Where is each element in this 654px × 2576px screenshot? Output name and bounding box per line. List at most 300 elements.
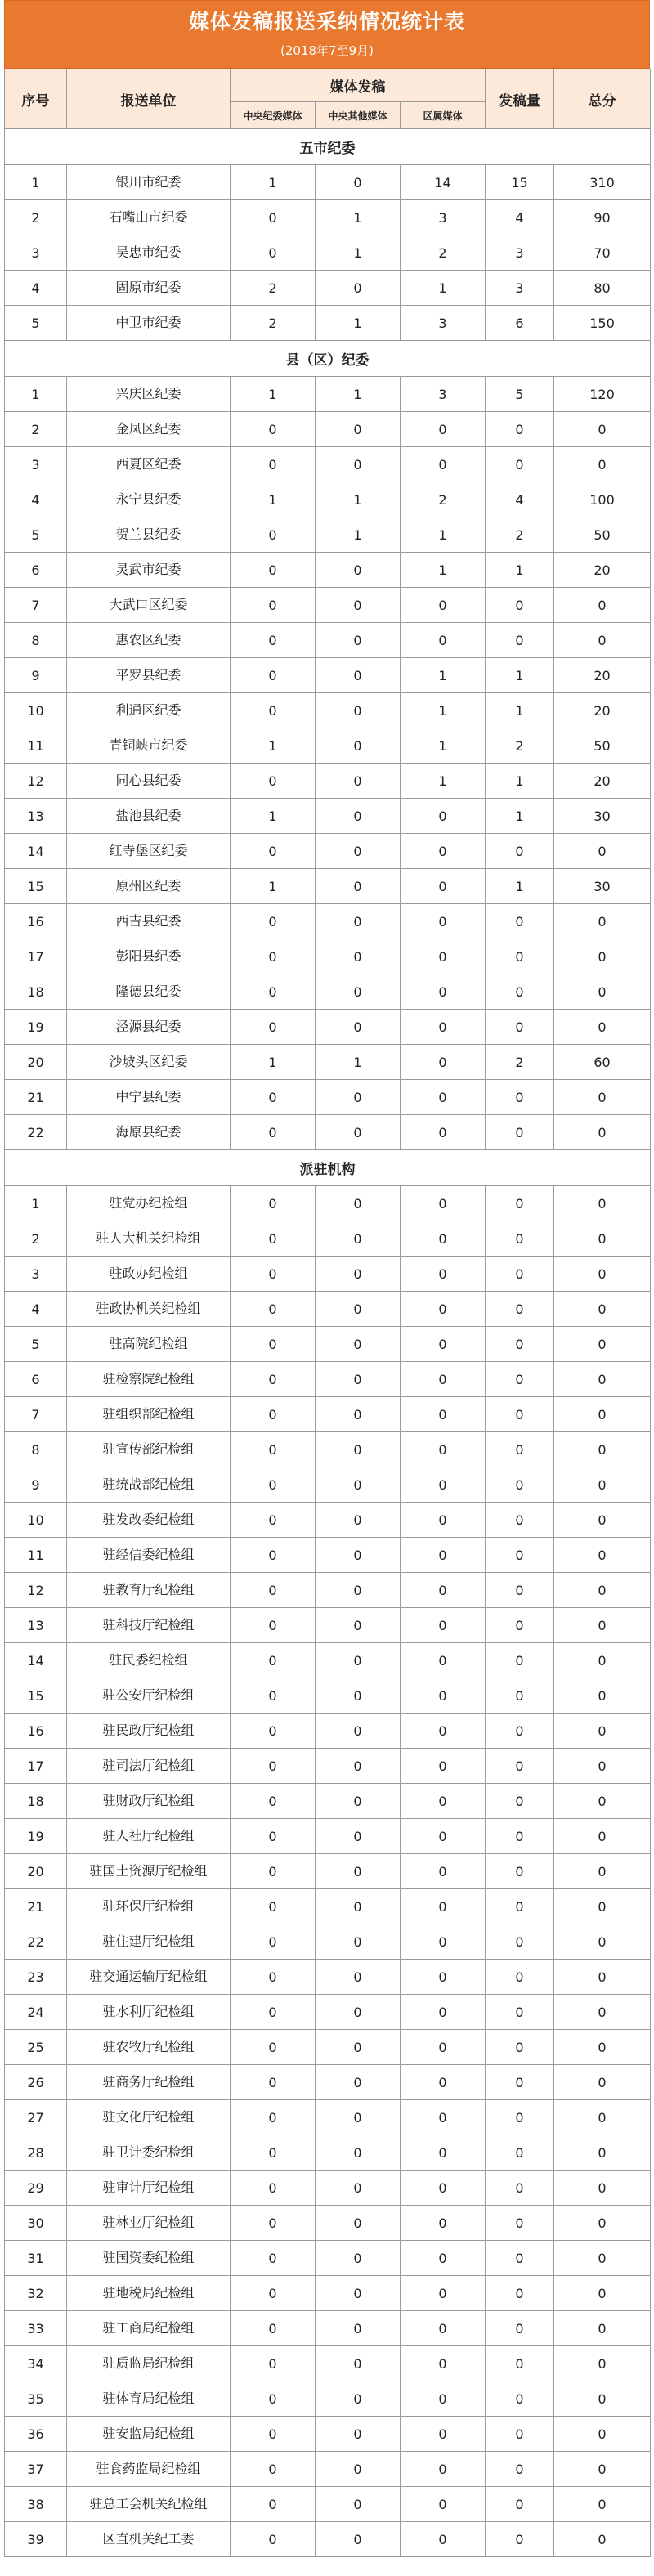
row-score: 0 (554, 1327, 651, 1362)
row-seq: 36 (5, 2417, 67, 2452)
row-count: 0 (486, 1010, 554, 1045)
row-unit: 驻科技厅纪检组 (67, 1608, 231, 1643)
row-seq: 9 (5, 1467, 67, 1503)
row-seq: 2 (5, 200, 67, 235)
row-central-disc: 0 (231, 2065, 316, 2100)
row-score: 0 (554, 2241, 651, 2276)
row-central-other: 0 (316, 728, 401, 764)
row-district: 0 (401, 588, 486, 623)
table-row (5, 2522, 651, 2557)
row-district: 0 (401, 2241, 486, 2276)
row-central-disc: 0 (231, 1115, 316, 1150)
table-row (5, 1362, 651, 1397)
row-central-other: 0 (316, 1327, 401, 1362)
row-count: 0 (486, 1714, 554, 1749)
table-row (5, 1608, 651, 1643)
row-count: 2 (486, 728, 554, 764)
row-score: 20 (554, 553, 651, 588)
row-central-disc: 0 (231, 1257, 316, 1292)
row-district: 0 (401, 869, 486, 904)
row-central-disc: 0 (231, 2346, 316, 2381)
row-district: 0 (401, 412, 486, 447)
row-unit: 驻审计厅纪检组 (67, 2171, 231, 2206)
header-count: 发稿量 (486, 69, 554, 129)
row-central-other: 0 (316, 974, 401, 1010)
row-score: 0 (554, 1010, 651, 1045)
row-district: 0 (401, 1819, 486, 1854)
table-row (5, 2065, 651, 2100)
row-score: 0 (554, 2065, 651, 2100)
row-score: 0 (554, 2381, 651, 2417)
row-seq: 25 (5, 2030, 67, 2065)
row-unit: 惠农区纪委 (67, 623, 231, 658)
row-central-disc: 0 (231, 1995, 316, 2030)
row-count: 0 (486, 2452, 554, 2487)
row-seq: 11 (5, 1538, 67, 1573)
row-unit: 贺兰县纪委 (67, 517, 231, 553)
row-central-other: 0 (316, 1503, 401, 1538)
row-seq: 11 (5, 728, 67, 764)
table-row (5, 1573, 651, 1608)
row-count: 0 (486, 2100, 554, 2135)
row-district: 14 (401, 165, 486, 200)
row-seq: 22 (5, 1115, 67, 1150)
table-row (5, 1327, 651, 1362)
row-district: 0 (401, 2030, 486, 2065)
row-score: 0 (554, 1573, 651, 1608)
row-central-other: 0 (316, 1819, 401, 1854)
row-unit: 兴庆区纪委 (67, 377, 231, 412)
row-central-other: 0 (316, 1292, 401, 1327)
row-count: 1 (486, 869, 554, 904)
row-central-disc: 0 (231, 2276, 316, 2311)
page-title: 媒体发稿报送采纳情况统计表 (188, 10, 465, 34)
stats-table (4, 69, 651, 2557)
row-seq: 17 (5, 1749, 67, 1784)
header-central-other: 中央其他媒体 (316, 102, 401, 129)
row-central-other: 0 (316, 2171, 401, 2206)
row-score: 20 (554, 764, 651, 799)
row-score: 0 (554, 1538, 651, 1573)
row-count: 0 (486, 1678, 554, 1714)
row-count: 0 (486, 2206, 554, 2241)
row-count: 0 (486, 2381, 554, 2417)
row-seq: 17 (5, 939, 67, 974)
row-central-other: 0 (316, 1010, 401, 1045)
row-central-other: 0 (316, 1678, 401, 1714)
row-unit: 青铜峡市纪委 (67, 728, 231, 764)
row-unit: 驻住建厅纪检组 (67, 1924, 231, 1960)
row-count: 1 (486, 658, 554, 693)
row-central-disc: 1 (231, 1045, 316, 1080)
row-district: 0 (401, 2135, 486, 2171)
row-count: 0 (486, 2241, 554, 2276)
row-district: 0 (401, 1503, 486, 1538)
row-seq: 4 (5, 271, 67, 306)
table-row (5, 1010, 651, 1045)
row-unit: 泾源县纪委 (67, 1010, 231, 1045)
header-district: 区属媒体 (401, 102, 486, 129)
row-central-other: 0 (316, 447, 401, 482)
row-unit: 驻卫计委纪检组 (67, 2135, 231, 2171)
row-district: 0 (401, 1010, 486, 1045)
row-central-disc: 1 (231, 728, 316, 764)
row-district: 0 (401, 1538, 486, 1573)
row-district: 1 (401, 517, 486, 553)
row-unit: 驻总工会机关纪检组 (67, 2487, 231, 2522)
row-unit: 驻统战部纪检组 (67, 1467, 231, 1503)
row-seq: 3 (5, 1257, 67, 1292)
row-count: 0 (486, 2065, 554, 2100)
row-central-disc: 0 (231, 588, 316, 623)
row-unit: 驻林业厅纪检组 (67, 2206, 231, 2241)
row-unit: 金凤区纪委 (67, 412, 231, 447)
row-count: 0 (486, 904, 554, 939)
row-central-disc: 0 (231, 2171, 316, 2206)
row-central-disc: 0 (231, 1503, 316, 1538)
row-district: 3 (401, 377, 486, 412)
row-central-other: 0 (316, 1115, 401, 1150)
table-row (5, 1257, 651, 1292)
row-central-other: 0 (316, 1854, 401, 1889)
row-count: 0 (486, 2030, 554, 2065)
row-score: 0 (554, 2100, 651, 2135)
table-row (5, 1045, 651, 1080)
row-district: 1 (401, 271, 486, 306)
table-row (5, 728, 651, 764)
row-seq: 28 (5, 2135, 67, 2171)
row-central-other: 0 (316, 834, 401, 869)
row-count: 0 (486, 1749, 554, 1784)
row-seq: 32 (5, 2276, 67, 2311)
row-unit: 驻工商局纪检组 (67, 2311, 231, 2346)
row-central-other: 0 (316, 553, 401, 588)
table-row (5, 1960, 651, 1995)
row-unit: 驻国资委纪检组 (67, 2241, 231, 2276)
table-row (5, 1714, 651, 1749)
row-central-disc: 0 (231, 412, 316, 447)
row-district: 0 (401, 799, 486, 834)
row-seq: 21 (5, 1889, 67, 1924)
row-count: 0 (486, 1327, 554, 1362)
row-count: 0 (486, 447, 554, 482)
row-score: 0 (554, 1362, 651, 1397)
row-central-disc: 0 (231, 1432, 316, 1467)
row-central-other: 1 (316, 200, 401, 235)
row-central-disc: 0 (231, 2311, 316, 2346)
row-score: 0 (554, 904, 651, 939)
row-score: 0 (554, 1432, 651, 1467)
row-count: 0 (486, 1854, 554, 1889)
row-count: 0 (486, 412, 554, 447)
table-row (5, 1819, 651, 1854)
row-score: 60 (554, 1045, 651, 1080)
row-count: 0 (486, 2135, 554, 2171)
row-seq: 14 (5, 1643, 67, 1678)
header-score: 总分 (554, 69, 651, 129)
row-district: 0 (401, 1221, 486, 1257)
row-score: 0 (554, 1643, 651, 1678)
row-district: 0 (401, 2206, 486, 2241)
row-central-other: 0 (316, 2487, 401, 2522)
row-count: 0 (486, 1643, 554, 1678)
row-seq: 6 (5, 553, 67, 588)
row-score: 0 (554, 1186, 651, 1221)
row-count: 0 (486, 1889, 554, 1924)
row-central-disc: 0 (231, 974, 316, 1010)
row-central-other: 0 (316, 1643, 401, 1678)
row-central-other: 0 (316, 1889, 401, 1924)
row-unit: 驻检察院纪检组 (67, 1362, 231, 1397)
row-seq: 10 (5, 693, 67, 728)
row-district: 0 (401, 1924, 486, 1960)
row-score: 0 (554, 2346, 651, 2381)
row-seq: 3 (5, 447, 67, 482)
table-row (5, 1924, 651, 1960)
row-central-other: 0 (316, 2206, 401, 2241)
row-unit: 驻宣传部纪检组 (67, 1432, 231, 1467)
row-score: 0 (554, 1819, 651, 1854)
row-score: 0 (554, 2171, 651, 2206)
row-unit: 驻党办纪检组 (67, 1186, 231, 1221)
row-district: 0 (401, 2452, 486, 2487)
table-body (5, 129, 651, 2557)
row-count: 0 (486, 2276, 554, 2311)
row-central-disc: 1 (231, 869, 316, 904)
table-row (5, 974, 651, 1010)
row-central-disc: 0 (231, 2381, 316, 2417)
row-central-other: 0 (316, 165, 401, 200)
row-central-disc: 0 (231, 1186, 316, 1221)
row-unit: 驻经信委纪检组 (67, 1538, 231, 1573)
row-district: 0 (401, 1257, 486, 1292)
header-central-disc: 中央纪委媒体 (231, 102, 316, 129)
row-district: 0 (401, 1995, 486, 2030)
table-row (5, 412, 651, 447)
row-seq: 23 (5, 1960, 67, 1995)
row-central-disc: 1 (231, 799, 316, 834)
row-central-disc: 0 (231, 1960, 316, 1995)
row-central-disc: 0 (231, 1643, 316, 1678)
row-central-disc: 0 (231, 2206, 316, 2241)
row-central-disc: 2 (231, 271, 316, 306)
row-score: 310 (554, 165, 651, 200)
row-seq: 20 (5, 1854, 67, 1889)
row-central-disc: 0 (231, 1221, 316, 1257)
row-unit: 大武口区纪委 (67, 588, 231, 623)
row-score: 0 (554, 1995, 651, 2030)
row-central-other: 0 (316, 588, 401, 623)
row-unit: 驻人大机关纪检组 (67, 1221, 231, 1257)
row-central-disc: 0 (231, 1749, 316, 1784)
row-seq: 4 (5, 482, 67, 517)
row-district: 0 (401, 2522, 486, 2557)
row-unit: 原州区纪委 (67, 869, 231, 904)
row-score: 0 (554, 1889, 651, 1924)
row-central-other: 0 (316, 1080, 401, 1115)
row-seq: 26 (5, 2065, 67, 2100)
row-seq: 14 (5, 834, 67, 869)
row-district: 1 (401, 693, 486, 728)
row-score: 0 (554, 1714, 651, 1749)
row-district: 0 (401, 2417, 486, 2452)
row-district: 0 (401, 1115, 486, 1150)
row-central-disc: 0 (231, 834, 316, 869)
row-central-disc: 0 (231, 2452, 316, 2487)
row-central-disc: 0 (231, 1397, 316, 1432)
row-score: 0 (554, 2135, 651, 2171)
table-row (5, 764, 651, 799)
row-central-disc: 0 (231, 904, 316, 939)
report-sheet (4, 0, 650, 2557)
row-score: 100 (554, 482, 651, 517)
row-count: 0 (486, 1080, 554, 1115)
table-row (5, 1080, 651, 1115)
section-row (5, 341, 651, 377)
row-district: 0 (401, 1080, 486, 1115)
row-central-disc: 0 (231, 1573, 316, 1608)
row-count: 0 (486, 939, 554, 974)
table-row (5, 1995, 651, 2030)
row-count: 0 (486, 1292, 554, 1327)
row-unit: 驻司法厅纪检组 (67, 1749, 231, 1784)
row-seq: 29 (5, 2171, 67, 2206)
row-central-other: 0 (316, 2452, 401, 2487)
table-row (5, 1467, 651, 1503)
table-row (5, 2100, 651, 2135)
row-count: 4 (486, 482, 554, 517)
row-unit: 中卫市纪委 (67, 306, 231, 341)
row-unit: 驻高院纪检组 (67, 1327, 231, 1362)
row-central-disc: 0 (231, 693, 316, 728)
section-row (5, 129, 651, 165)
row-count: 0 (486, 1960, 554, 1995)
row-district: 2 (401, 482, 486, 517)
row-unit: 红寺堡区纪委 (67, 834, 231, 869)
row-seq: 5 (5, 517, 67, 553)
row-central-other: 0 (316, 271, 401, 306)
table-row (5, 1538, 651, 1573)
row-unit: 中宁县纪委 (67, 1080, 231, 1115)
row-central-disc: 0 (231, 1678, 316, 1714)
row-unit: 驻质监局纪检组 (67, 2346, 231, 2381)
row-central-other: 0 (316, 1924, 401, 1960)
row-score: 0 (554, 2311, 651, 2346)
table-row (5, 1292, 651, 1327)
row-count: 0 (486, 1115, 554, 1150)
row-count: 0 (486, 1186, 554, 1221)
row-score: 0 (554, 1749, 651, 1784)
row-central-other: 0 (316, 2381, 401, 2417)
row-count: 2 (486, 517, 554, 553)
row-score: 0 (554, 1960, 651, 1995)
row-seq: 16 (5, 904, 67, 939)
row-score: 80 (554, 271, 651, 306)
row-count: 0 (486, 1538, 554, 1573)
row-central-disc: 0 (231, 2417, 316, 2452)
table-row (5, 623, 651, 658)
row-count: 0 (486, 2311, 554, 2346)
row-count: 0 (486, 588, 554, 623)
row-central-disc: 0 (231, 2241, 316, 2276)
row-unit: 驻国土资源厅纪检组 (67, 1854, 231, 1889)
row-score: 0 (554, 1221, 651, 1257)
row-unit: 平罗县纪委 (67, 658, 231, 693)
row-count: 2 (486, 1045, 554, 1080)
row-score: 0 (554, 1503, 651, 1538)
table-row (5, 1432, 651, 1467)
table-row (5, 2346, 651, 2381)
row-score: 30 (554, 799, 651, 834)
table-row (5, 834, 651, 869)
row-central-disc: 0 (231, 1854, 316, 1889)
row-score: 0 (554, 2206, 651, 2241)
row-score: 0 (554, 1854, 651, 1889)
table-row (5, 2171, 651, 2206)
row-central-disc: 0 (231, 1467, 316, 1503)
row-district: 0 (401, 939, 486, 974)
row-seq: 19 (5, 1819, 67, 1854)
table-row (5, 447, 651, 482)
row-unit: 驻人社厅纪检组 (67, 1819, 231, 1854)
row-count: 0 (486, 1467, 554, 1503)
header-seq: 序号 (5, 69, 67, 129)
row-unit: 盐池县纪委 (67, 799, 231, 834)
row-unit: 灵武市纪委 (67, 553, 231, 588)
row-central-disc: 0 (231, 1292, 316, 1327)
row-district: 0 (401, 2100, 486, 2135)
row-score: 0 (554, 412, 651, 447)
row-central-other: 0 (316, 764, 401, 799)
row-district: 0 (401, 2487, 486, 2522)
row-central-other: 0 (316, 1608, 401, 1643)
row-count: 3 (486, 235, 554, 271)
row-unit: 驻公安厅纪检组 (67, 1678, 231, 1714)
row-count: 1 (486, 799, 554, 834)
row-central-other: 0 (316, 1257, 401, 1292)
table-row (5, 658, 651, 693)
row-seq: 18 (5, 1784, 67, 1819)
section-row (5, 1150, 651, 1186)
row-central-disc: 0 (231, 1714, 316, 1749)
table-row (5, 2030, 651, 2065)
row-score: 0 (554, 1397, 651, 1432)
table-row (5, 271, 651, 306)
row-score: 0 (554, 447, 651, 482)
row-seq: 20 (5, 1045, 67, 1080)
table-row (5, 2135, 651, 2171)
row-seq: 16 (5, 1714, 67, 1749)
row-seq: 38 (5, 2487, 67, 2522)
row-district: 1 (401, 658, 486, 693)
table-row (5, 165, 651, 200)
row-score: 0 (554, 1292, 651, 1327)
row-score: 0 (554, 2276, 651, 2311)
row-score: 0 (554, 1784, 651, 1819)
table-row (5, 1854, 651, 1889)
row-seq: 12 (5, 1573, 67, 1608)
row-count: 0 (486, 1432, 554, 1467)
row-district: 0 (401, 2065, 486, 2100)
row-central-disc: 1 (231, 377, 316, 412)
row-unit: 彭阳县纪委 (67, 939, 231, 974)
row-central-disc: 1 (231, 165, 316, 200)
row-central-other: 0 (316, 2241, 401, 2276)
row-count: 0 (486, 2346, 554, 2381)
row-seq: 30 (5, 2206, 67, 2241)
row-central-other: 0 (316, 623, 401, 658)
table-row (5, 2381, 651, 2417)
